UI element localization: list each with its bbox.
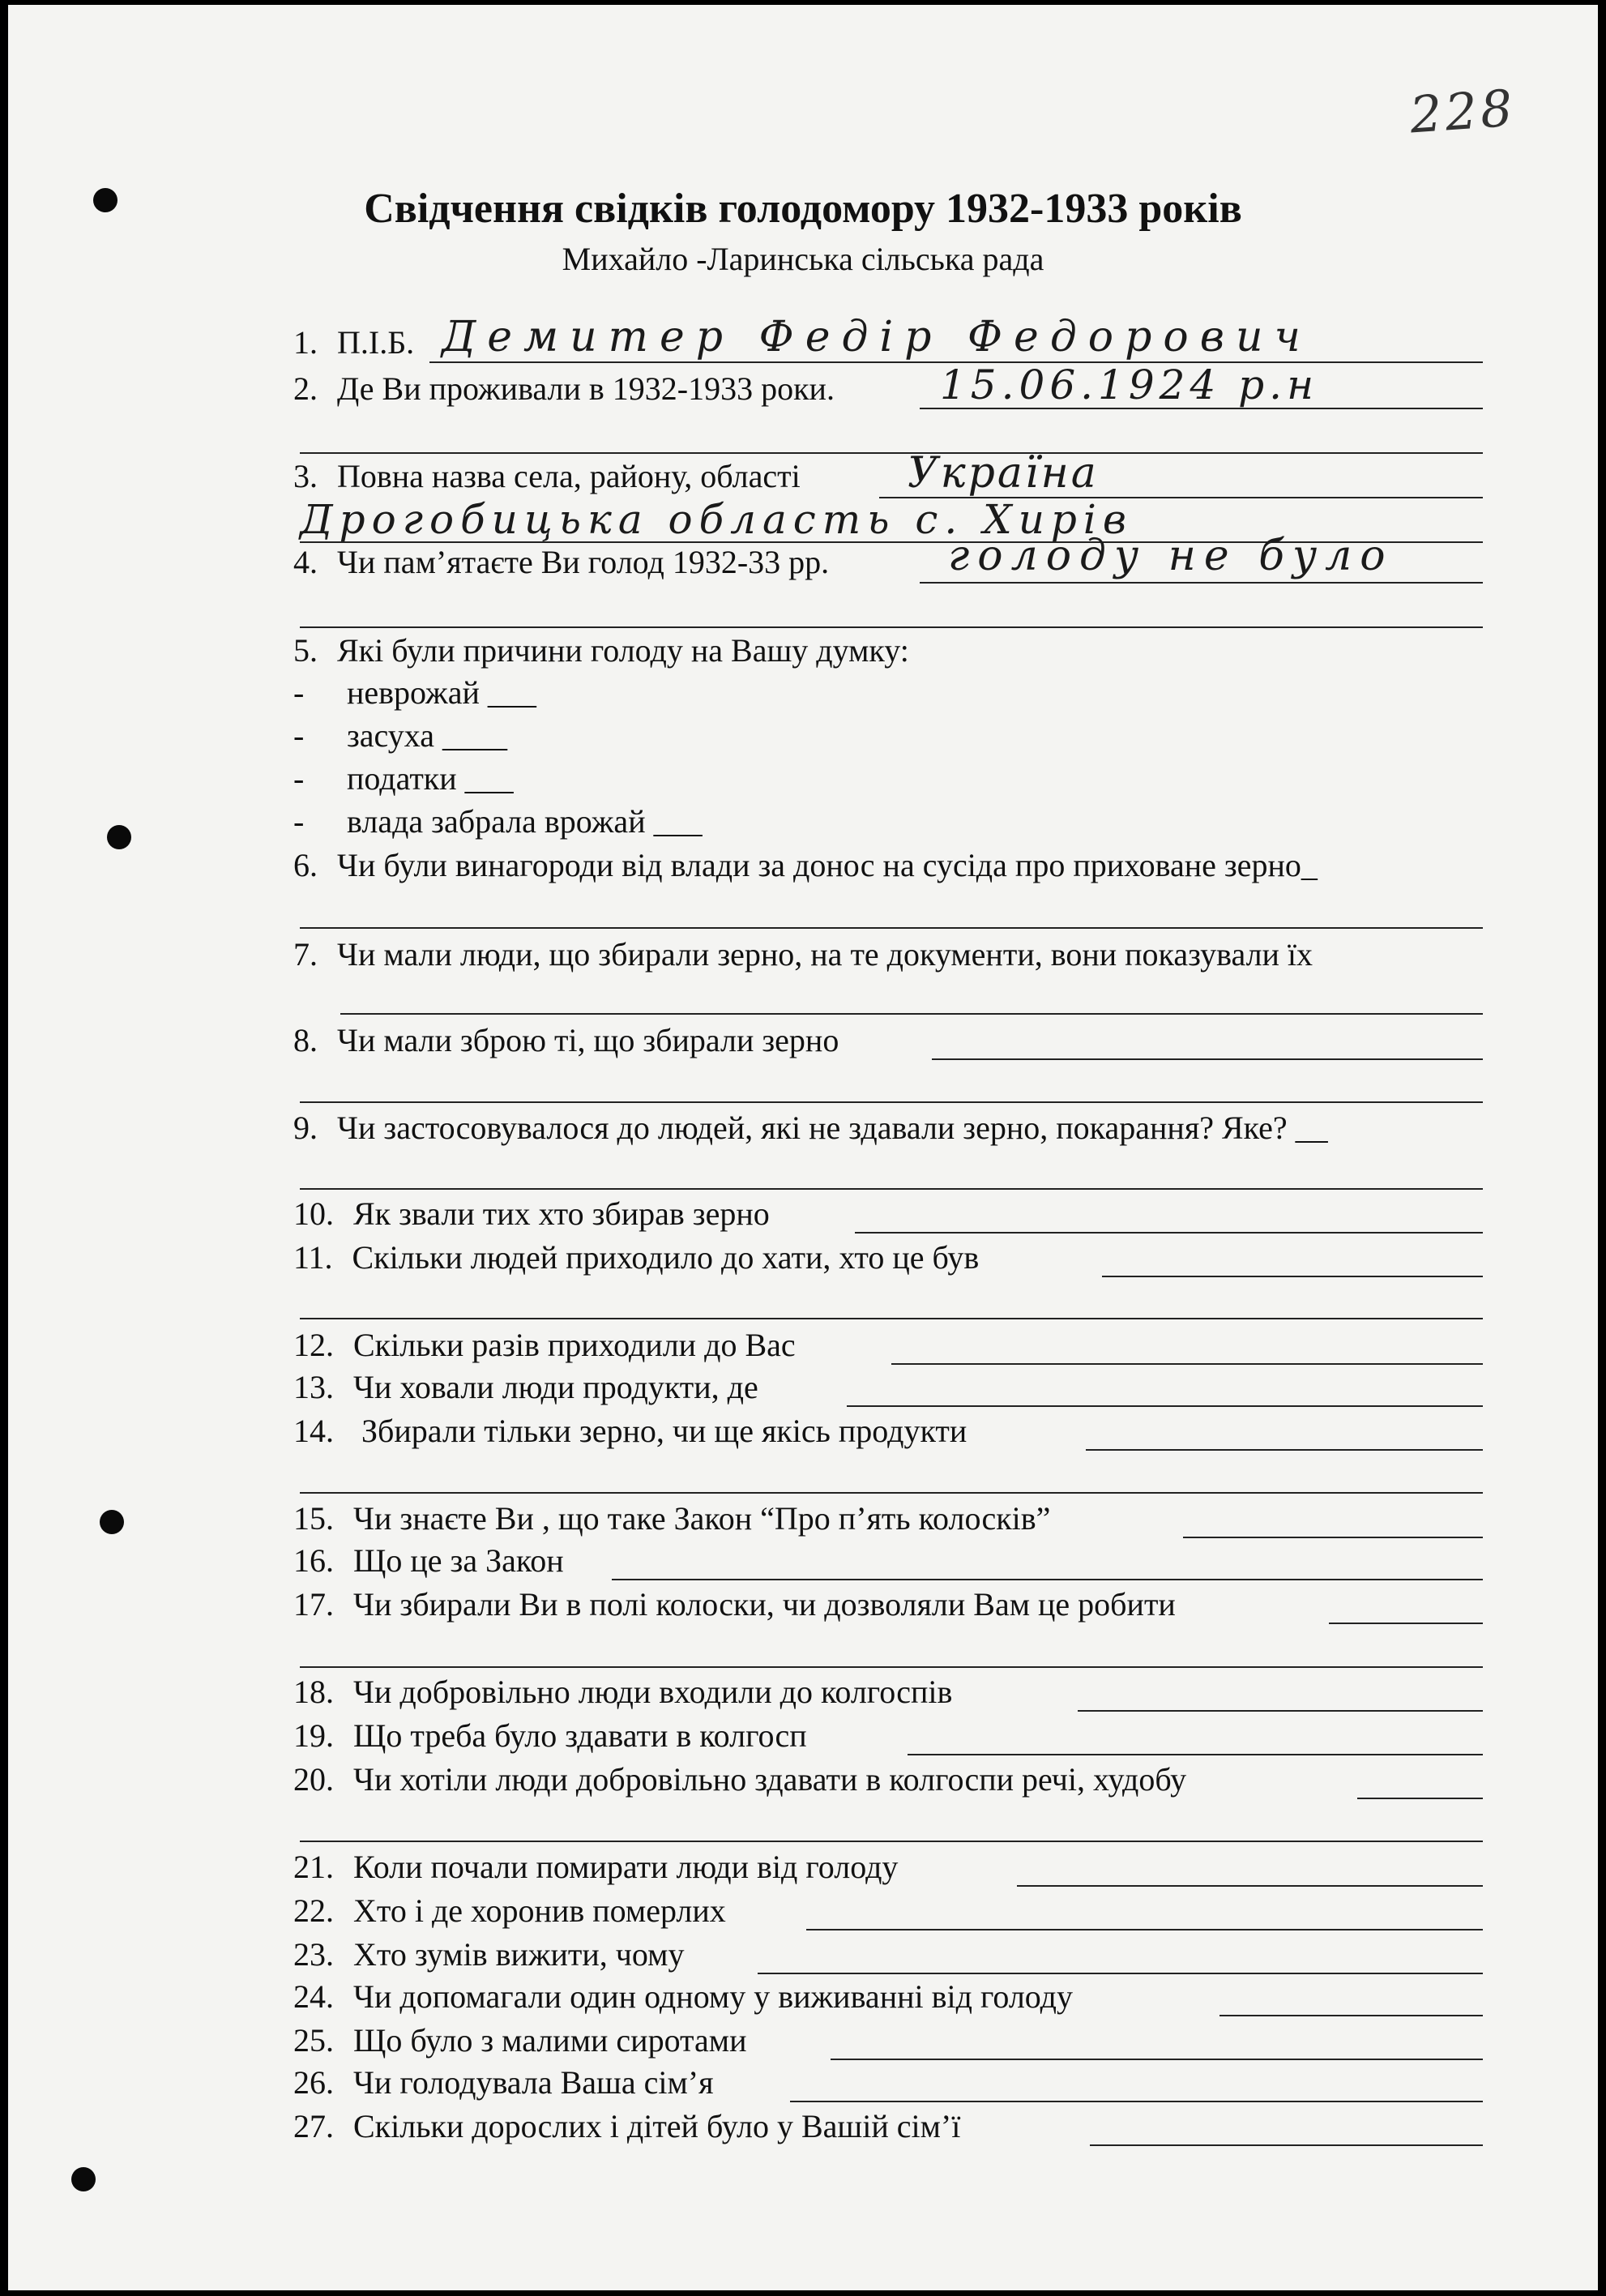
answer-line <box>855 1232 1483 1234</box>
question-number: 21. <box>293 1849 334 1885</box>
question-18 <box>293 1674 1493 1710</box>
question-number: 7. <box>293 936 318 973</box>
answer-line <box>612 1579 1483 1580</box>
question-number: 26. <box>293 2064 334 2101</box>
answer-line <box>300 1841 1483 1842</box>
question-text: Збирали тільки зерно, чи ще якісь продукти <box>353 1413 967 1449</box>
question-20 <box>293 1762 1493 1798</box>
question-number: 23. <box>293 1936 334 1973</box>
question-text: Чи мали люди, що збирали зерно, на те документи, вони показували їх <box>337 936 1313 973</box>
answer-line <box>1086 1449 1483 1451</box>
question-text: Скільки дорослих і дітей було у Вашій сім’ї <box>353 2108 961 2144</box>
question-22 <box>293 1893 1493 1929</box>
question-number: 11. <box>293 1239 333 1276</box>
question-10 <box>293 1196 1493 1232</box>
question-14 <box>293 1413 1493 1449</box>
question-12 <box>293 1328 1493 1363</box>
question-number: 6. <box>293 847 318 883</box>
question-text: Що треба було здавати в колгосп <box>353 1717 807 1754</box>
question-text: Скільки людей приходило до хати, хто це був <box>352 1239 980 1276</box>
question-text: Як звали тих хто збирав зерно <box>353 1195 770 1232</box>
question-text: Чи ховали люди продукти, де <box>353 1369 758 1405</box>
question-23 <box>293 1937 1493 1973</box>
question-number: 15. <box>293 1500 334 1537</box>
option-text: неврожай ___ <box>347 674 536 711</box>
handwritten-country: Україна <box>908 449 1099 498</box>
question-text: Чи знаєте Ви , що таке Закон “Про п’ять колосків” <box>353 1500 1051 1537</box>
answer-line <box>300 452 1483 454</box>
option-dash: - <box>293 674 305 711</box>
question-number: 14. <box>293 1413 334 1449</box>
question-number: 19. <box>293 1717 334 1754</box>
answer-line <box>1078 1710 1483 1712</box>
answer-line <box>891 1363 1483 1365</box>
question-number: 8. <box>293 1022 318 1058</box>
question-text: Повна назва села, району, області <box>337 458 801 494</box>
question-number: 12. <box>293 1327 334 1363</box>
document-subtitle: Михайло -Ларинська сільська рада <box>562 241 1044 277</box>
answer-line <box>920 582 1483 584</box>
question-number: 5. <box>293 632 318 669</box>
document-title: Свідчення свідків голодомору 1932-1933 років <box>364 186 1242 232</box>
question-number: 27. <box>293 2108 334 2144</box>
answer-line <box>758 1973 1483 1974</box>
answer-line <box>300 1318 1483 1319</box>
question-24 <box>293 1979 1493 2015</box>
question-number: 2. <box>293 370 318 407</box>
answer-line <box>1017 1885 1483 1887</box>
question-number: 16. <box>293 1542 334 1579</box>
question-text: Де Ви проживали в 1932-1933 роки. <box>337 370 835 407</box>
question-text: Коли почали помирати люди від голоду <box>353 1849 899 1885</box>
question-text: Чи мали зброю ті, що збирали зерно <box>337 1022 839 1058</box>
answer-line <box>300 1666 1483 1668</box>
answer-line <box>847 1405 1483 1407</box>
answer-line <box>300 927 1483 929</box>
question-text: Що було з малими сиротами <box>353 2022 747 2059</box>
handwritten-name: Демитер Федір Федорович <box>442 313 1312 361</box>
question-15 <box>293 1501 1493 1537</box>
page-number: 228 <box>1407 78 1518 145</box>
question-number: 17. <box>293 1586 334 1623</box>
question-number: 10. <box>293 1195 334 1232</box>
answer-line <box>1183 1537 1483 1538</box>
punch-hole <box>71 2167 96 2191</box>
question-number: 24. <box>293 1978 334 2015</box>
answer-line <box>300 626 1483 628</box>
handwritten-remember: голоду не було <box>948 532 1394 580</box>
question-16 <box>293 1543 1493 1579</box>
option-crop-failure <box>293 675 1493 711</box>
question-3 <box>293 459 1493 494</box>
question-8 <box>293 1023 1493 1058</box>
question-text: Що це за Закон <box>353 1542 564 1579</box>
answer-line <box>300 1188 1483 1190</box>
question-text: Хто зумів вижити, чому <box>353 1936 685 1973</box>
option-drought <box>293 718 1493 754</box>
question-text: П.І.Б. <box>337 324 415 361</box>
question-text: Хто і де хоронив померлих <box>353 1892 726 1929</box>
question-11 <box>293 1240 1493 1276</box>
question-number: 18. <box>293 1674 334 1710</box>
punch-hole <box>107 825 131 849</box>
question-19 <box>293 1718 1493 1754</box>
answer-line <box>1219 2015 1483 2016</box>
answer-line <box>1329 1623 1483 1624</box>
answer-line <box>1357 1798 1483 1799</box>
question-text: Чи збирали Ви в полі колоски, чи дозволяли Вам це робити <box>353 1586 1176 1623</box>
question-7 <box>293 937 1493 973</box>
question-number: 22. <box>293 1892 334 1929</box>
question-number: 9. <box>293 1110 318 1146</box>
question-25 <box>293 2023 1493 2059</box>
question-number: 25. <box>293 2022 334 2059</box>
option-authority-took-harvest <box>293 804 1493 840</box>
handwritten-residence: 15.06.1924 р.н <box>940 361 1319 408</box>
answer-line <box>1090 2144 1483 2146</box>
answer-line <box>300 1101 1483 1103</box>
option-text: засуха ____ <box>347 717 508 754</box>
answer-line <box>790 2101 1483 2102</box>
option-text: влада забрала врожай ___ <box>347 803 703 840</box>
option-text: податки ___ <box>347 760 514 797</box>
answer-line <box>908 1754 1483 1755</box>
question-17 <box>293 1587 1493 1623</box>
option-dash: - <box>293 760 305 797</box>
question-text: Чи допомагали один одному у виживанні від голоду <box>353 1978 1074 2015</box>
question-text: Чи застосовувалося до людей, які не здавали зерно, покарання? Яке? __ <box>337 1110 1328 1146</box>
question-number: 1. <box>293 324 318 361</box>
question-text: Чи хотіли люди добровільно здавати в колгоспи речі, худобу <box>353 1761 1187 1798</box>
question-26 <box>293 2065 1493 2101</box>
question-9 <box>293 1110 1493 1146</box>
question-number: 13. <box>293 1369 334 1405</box>
question-21 <box>293 1849 1493 1885</box>
handwritten-region: Дрогобицька область с. Хирів <box>300 496 1134 543</box>
option-dash: - <box>293 717 305 754</box>
punch-hole <box>100 1510 124 1534</box>
question-number: 4. <box>293 544 318 580</box>
question-number: 20. <box>293 1761 334 1798</box>
question-text: Чи голодувала Ваша сім’я <box>353 2064 714 2101</box>
question-text: Чи добровільно люди входили до колгоспів <box>353 1674 953 1710</box>
question-5 <box>293 633 1493 669</box>
question-text: Скільки разів приходили до Вас <box>353 1327 796 1363</box>
answer-line <box>1102 1276 1483 1277</box>
question-6 <box>293 848 1493 883</box>
answer-line <box>300 1492 1483 1494</box>
question-text: Які були причини голоду на Вашу думку: <box>337 632 909 669</box>
answer-line <box>831 2059 1483 2060</box>
option-dash: - <box>293 803 305 840</box>
question-27 <box>293 2109 1493 2144</box>
question-text: Чи пам’ятаєте Ви голод 1932-33 рр. <box>337 544 830 580</box>
answer-line <box>932 1058 1483 1060</box>
option-taxes <box>293 761 1493 797</box>
question-number: 3. <box>293 458 318 494</box>
document-page <box>8 5 1598 2290</box>
answer-line <box>340 1013 1483 1015</box>
question-13 <box>293 1370 1493 1405</box>
question-text: Чи були винагороди від влади за донос на сусіда про приховане зерно_ <box>337 847 1318 883</box>
answer-line <box>806 1929 1483 1930</box>
